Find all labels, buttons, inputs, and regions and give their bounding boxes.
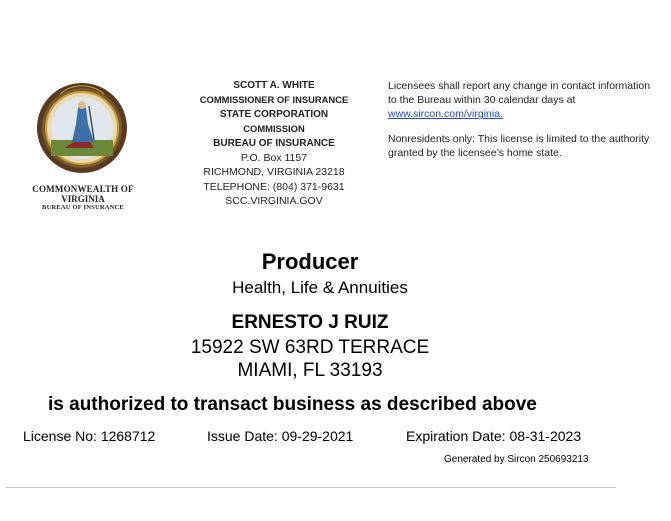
licensee-address-line: 15922 SW 63RD TERRACE	[190, 337, 430, 358]
notice-block	[388, 79, 660, 160]
divider	[6, 487, 616, 488]
license-type: Producer	[261, 249, 359, 274]
nonresident-notice: Nonresidents only: This license is limited to the authority granted by the licensee’s home state.	[388, 132, 650, 159]
city-line: RICHMOND, VIRGINIA 23218	[203, 166, 345, 179]
virginia-seal	[36, 82, 128, 174]
sircon-link[interactable]: www.sircon.com/virginia.	[388, 108, 503, 121]
agency-line: COMMISSION	[243, 123, 305, 135]
seal-icon	[36, 82, 128, 174]
po-box: P.O. Box 1157	[240, 152, 308, 165]
licensee-address-line: MIAMI, FL 33193	[237, 360, 383, 381]
issue-date: Issue Date: 09-29-2021	[207, 428, 354, 444]
website: SCC.VIRGINIA.GOV	[225, 195, 323, 208]
telephone: TELEPHONE: (804) 371-9631	[203, 180, 345, 193]
licensee-name: ERNESTO J RUIZ	[231, 312, 389, 333]
seal-caption-line: VIRGINIA	[61, 194, 105, 204]
seal-caption	[18, 184, 148, 212]
lines-of-authority: Health, Life & Annuities	[232, 278, 408, 297]
commissioner-title: COMMISSIONER OF INSURANCE	[199, 94, 349, 106]
generated-by: Generated by Sircon 250693213	[444, 454, 589, 465]
notice-text: Licensees shall report any change in contact information to the Bureau within 30 calendar days at	[388, 80, 651, 107]
notice-paragraph	[388, 79, 660, 122]
expiration-date: Expiration Date: 08-31-2023	[406, 428, 582, 444]
commission-header	[186, 79, 362, 209]
agency-line: STATE CORPORATION	[219, 108, 329, 120]
seal-caption-line: BUREAU OF INSURANCE	[42, 204, 124, 211]
seal-caption-line: COMMONWEALTH OF	[32, 184, 134, 194]
authorization-statement: is authorized to transact business as described above	[48, 394, 537, 415]
commissioner-name: SCOTT A. WHITE	[233, 80, 315, 91]
bureau-name: BUREAU OF INSURANCE	[213, 137, 335, 149]
license-number: License No: 1268712	[23, 428, 156, 444]
